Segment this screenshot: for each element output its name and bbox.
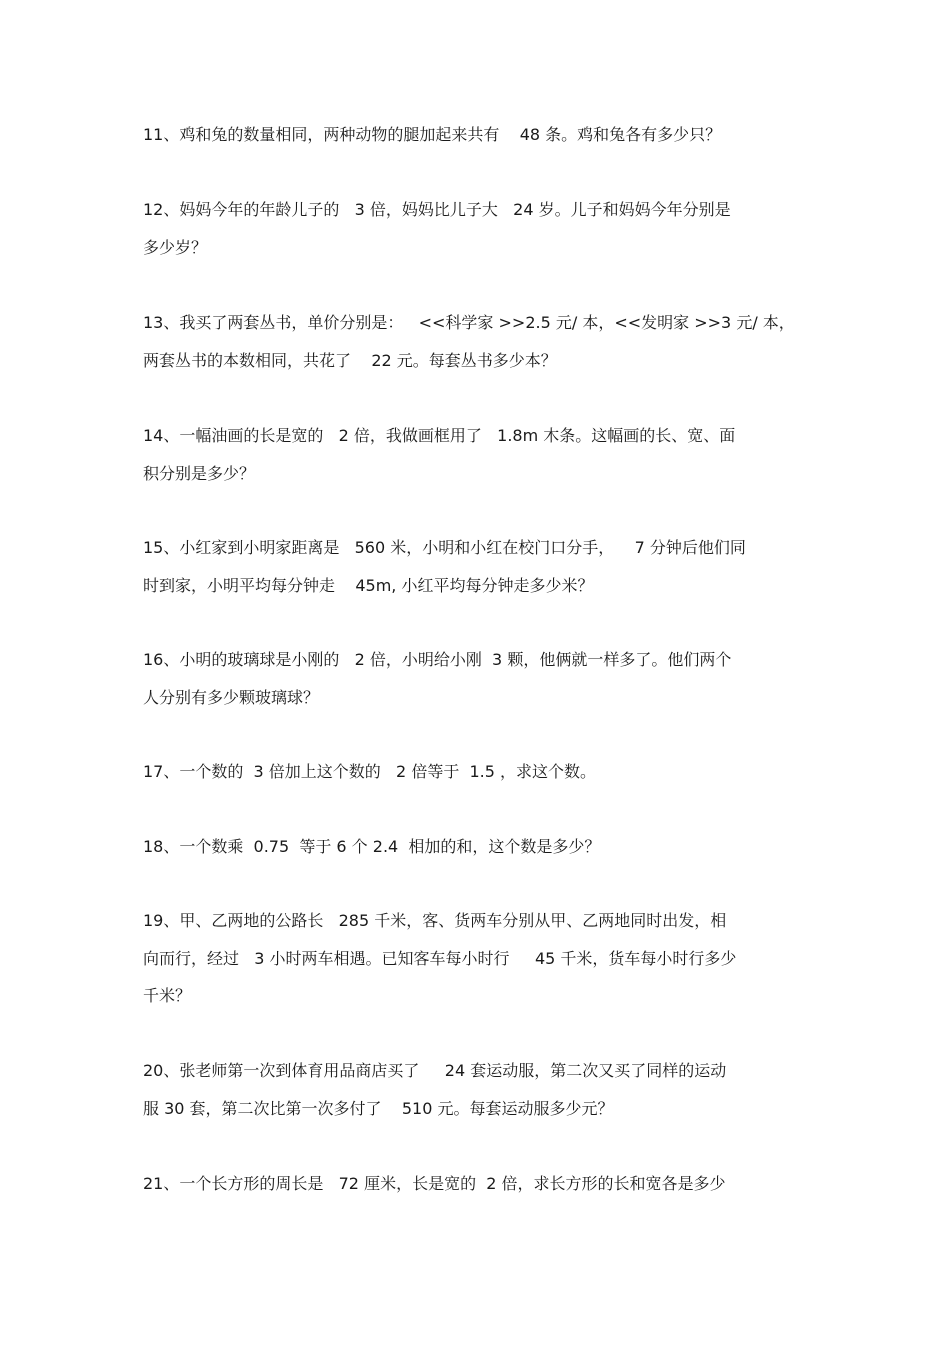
problem-20-line-1: 20、张老师第一次到体育用品商店买了 24 套运动服，第二次又买了同样的运动 [143,1061,727,1080]
problem-19-line-2: 向而行，经过 3 小时两车相遇。已知客车每小时行 45 千米，货车每小时行多少 [143,949,737,968]
problem-12-line-2: 多少岁？ [143,238,208,257]
problem-19-line-3: 千米？ [143,986,192,1005]
problem-13-line-1: 13、我买了两套丛书，单价分别是： <<科学家 >>2.5 元/ 本，<<发明家 >>3 元/ 本， [143,313,795,332]
problem-14-line-1: 14、一幅油画的长是宽的 2 倍，我做画框用了 1.8m 木条。这幅画的长、宽、面 [143,426,736,445]
problem-21-line-1: 21、一个长方形的周长是 72 厘米，长是宽的 2 倍，求长方形的长和宽各是多少 [143,1174,726,1193]
problem-19-line-1: 19、甲、乙两地的公路长 285 千米，客、货两车分别从甲、乙两地同时出发，相 [143,911,727,930]
problem-12-line-1: 12、妈妈今年的年龄儿子的 3 倍，妈妈比儿子大 24 岁。儿子和妈妈今年分别是 [143,200,731,219]
problem-18-line-1: 18、一个数乘 0.75 等于 6 个 2.4 相加的和，这个数是多少？ [143,837,601,856]
problem-16-line-2: 人分别有多少颗玻璃球？ [143,688,320,707]
problem-20-line-2: 服 30 套，第二次比第一次多付了 510 元。每套运动服多少元？ [143,1099,614,1118]
problem-16-line-1: 16、小明的玻璃球是小刚的 2 倍，小明给小刚 3 颗，他俩就一样多了。他们两个 [143,650,732,669]
problem-14-line-2: 积分别是多少？ [143,464,256,483]
problem-15-line-2: 时到家，小明平均每分钟走 45m, 小红平均每分钟走多少米？ [143,576,594,595]
problem-13-line-2: 两套丛书的本数相同，共花了 22 元。每套丛书多少本？ [143,351,557,370]
problem-17-line-1: 17、一个数的 3 倍加上这个数的 2 倍等于 1.5 ，求这个数。 [143,762,597,781]
problem-15-line-1: 15、小红家到小明家距离是 560 米，小明和小红在校门口分手， 7 分钟后他们同 [143,538,746,557]
problem-11-line-1: 11、鸡和兔的数量相同，两种动物的腿加起来共有 48 条。鸡和兔各有多少只？ [143,125,722,144]
